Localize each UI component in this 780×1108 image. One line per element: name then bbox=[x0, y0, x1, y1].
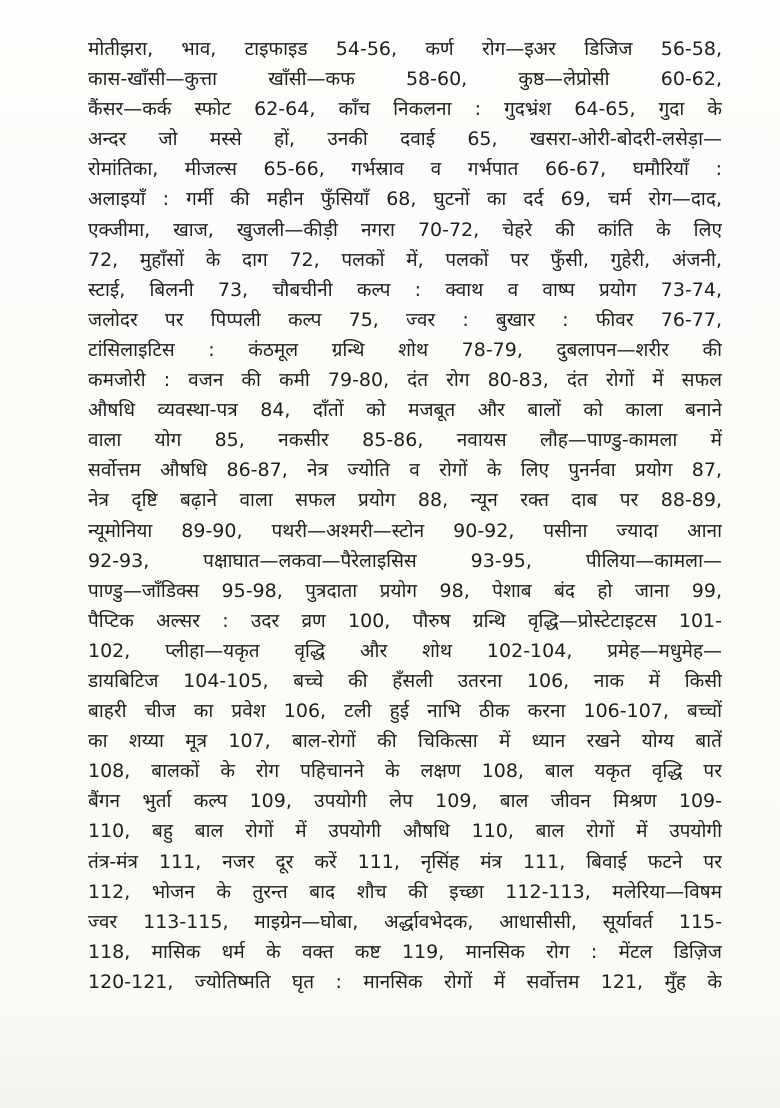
text-line: अलाइयाँ : गर्मी की महीन फुँसियाँ 68, घुटनों का दर्द 69, चर्म रोग—दाद, bbox=[88, 188, 722, 211]
text-line: 112, भोजन के तुरन्त बाद शौच की इच्छा 112-113, मलेरिया—विषम bbox=[88, 880, 722, 903]
text-line: सर्वोत्तम औषधि 86-87, नेत्र ज्योति व रोगों के लिए पुनर्नवा प्रयोग 87, bbox=[88, 459, 722, 482]
text-line: औषधि व्यवस्था-पत्र 84, दाँतों को मजबूत और बालों को काला बनाने bbox=[88, 399, 722, 422]
text-line: डायबिटिज 104-105, बच्चे की हँसली उतरना 106, नाक में किसी bbox=[88, 669, 722, 692]
text-line: अन्दर जो मस्से हों, उनकी दवाई 65, खसरा-ओरी-बोदरी-लसेड़ा— bbox=[88, 128, 722, 151]
text-line: एक्जीमा, खाज, खुजली—कीड़ी नगरा 70-72, चेहरे की कांति के लिए bbox=[88, 218, 722, 241]
text-line: कैंसर—कर्क स्फोट 62-64, काँच निकलना : गुदभ्रंश 64-65, गुदा के bbox=[88, 98, 722, 121]
text-line: का शय्या मूत्र 107, बाल-रोगों की चिकित्सा में ध्यान रखने योग्य बातें bbox=[88, 730, 722, 753]
text-line: बैंगन भुर्ता कल्प 109, उपयोगी लेप 109, बाल जीवन मिश्रण 109- bbox=[88, 790, 722, 813]
text-line: 72, मुहाँसों के दाग 72, पलकों में, पलकों पर फुँसी, गुहेरी, अंजनी, bbox=[88, 248, 722, 271]
text-line: बाहरी चीज का प्रवेश 106, टली हुई नाभि ठीक करना 106-107, बच्चों bbox=[88, 700, 722, 723]
text-line: 120-121, ज्योतिष्मति घृत : मानसिक रोगों में सर्वोत्तम 121, मुँह के bbox=[88, 970, 722, 993]
text-line: जलोदर पर पिप्पली कल्प 75, ज्वर : बुखार : फीवर 76-77, bbox=[88, 308, 722, 331]
index-text-block bbox=[88, 34, 722, 997]
text-line: रोमांतिका, मीजल्स 65-66, गर्भस्राव व गर्भपात 66-67, घमौरियाँ : bbox=[88, 158, 722, 181]
text-line: वाला योग 85, नकसीर 85-86, नवायस लौह—पाण्डु-कामला में bbox=[88, 429, 722, 452]
text-line: पाण्डु—जाँडिक्स 95-98, पुत्रदाता प्रयोग 98, पेशाब बंद हो जाना 99, bbox=[88, 579, 722, 602]
text-line: टांसिलाइटिस : कंठमूल ग्रन्थि शोथ 78-79, दुबलापन—शरीर की bbox=[88, 338, 722, 361]
text-line: मोतीझरा, भाव, टाइफाइड 54-56, कर्ण रोग—इअर डिजिज 56-58, bbox=[88, 38, 722, 60]
text-line: कमजोरी : वजन की कमी 79-80, दंत रोग 80-83, दंत रोगों में सफल bbox=[88, 369, 722, 392]
text-line: कास-खाँसी—कुत्ता खाँसी—कफ 58-60, कुष्ठ—लेप्रोसी 60-62, bbox=[88, 68, 722, 91]
text-line: ज्वर 113-115, माइग्रेन—घोबा, अर्द्धावभेदक, आधासीसी, सूर्यावर्त 115- bbox=[88, 910, 722, 933]
text-line: तंत्र-मंत्र 111, नजर दूर करें 111, नृसिंह मंत्र 111, बिवाई फटने पर bbox=[88, 850, 722, 873]
text-line: न्यूमोनिया 89-90, पथरी—अश्मरी—स्टोन 90-92, पसीना ज्यादा आना bbox=[88, 519, 722, 542]
text-line: 118, मासिक धर्म के वक्त कष्ट 119, मानसिक रोग : मेंटल डिज़िज bbox=[88, 940, 722, 963]
text-line: पैप्टिक अल्सर : उदर व्रण 100, पौरुष ग्रन्थि वृद्धि—प्रोस्टेटाइटस 101- bbox=[88, 609, 722, 632]
text-line: 108, बालकों के रोग पहिचानने के लक्षण 108, बाल यकृत वृद्धि पर bbox=[88, 760, 722, 783]
text-line: स्टाई, बिलनी 73, चौबचीनी कल्प : क्वाथ व वाष्प प्रयोग 73-74, bbox=[88, 278, 722, 301]
text-line: 92-93, पक्षाघात—लकवा—पैरेलाइसिस 93-95, पीलिया—कामला— bbox=[88, 549, 722, 572]
text-line: 102, प्लीहा—यकृत वृद्धि और शोथ 102-104, प्रमेह—मधुमेह— bbox=[88, 639, 722, 662]
text-line: नेत्र दृष्टि बढ़ाने वाला सफल प्रयोग 88, न्यून रक्त दाब पर 88-89, bbox=[88, 489, 722, 512]
text-line: 110, बहु बाल रोगों में उपयोगी औषधि 110, बाल रोगों में उपयोगी bbox=[88, 820, 722, 843]
